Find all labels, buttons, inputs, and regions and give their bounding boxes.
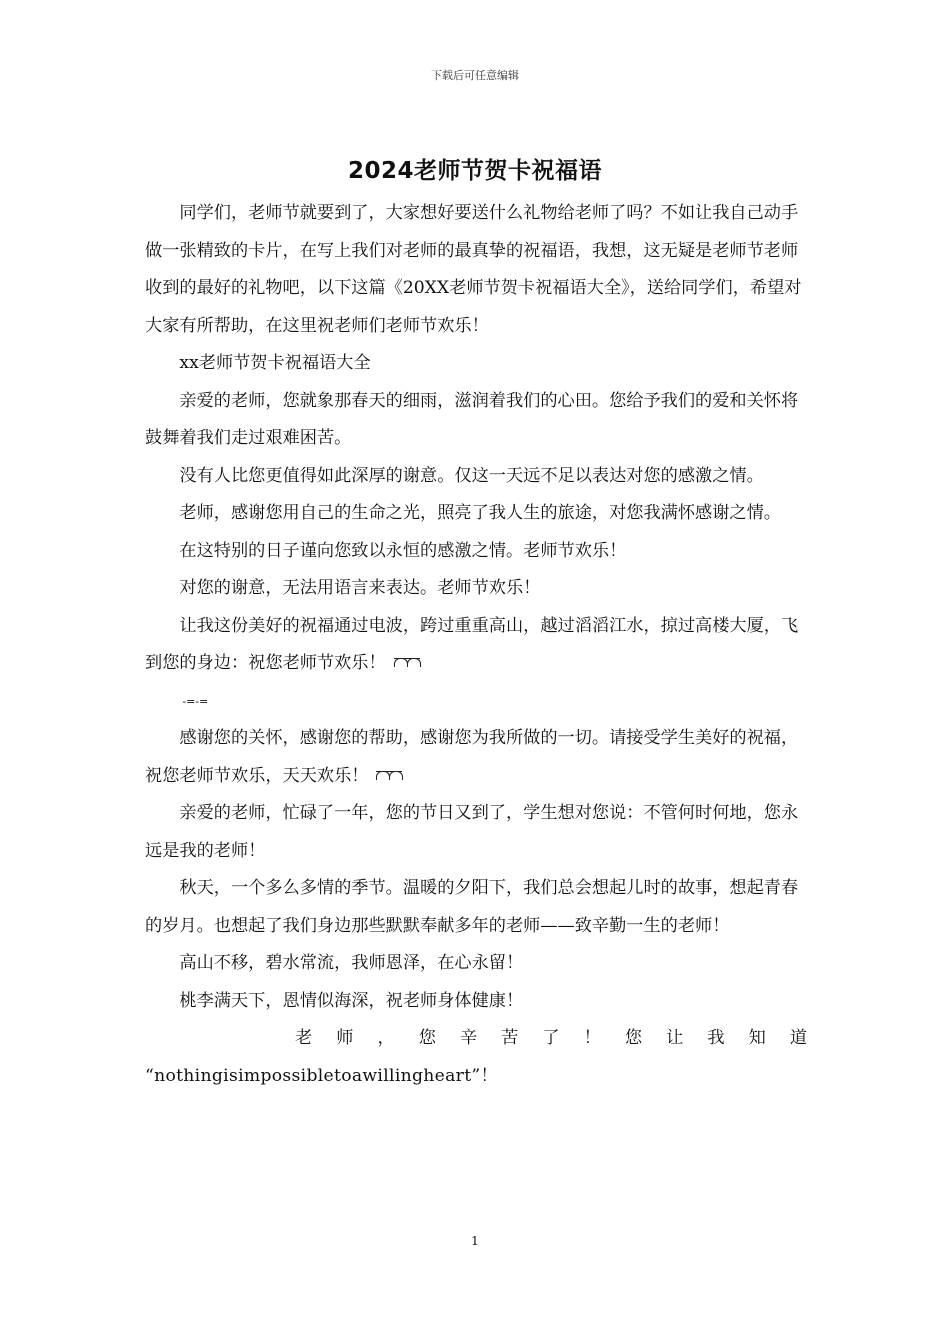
paragraph: 在这特别的日子谨向您致以永恒的感激之情。老师节欢乐！	[179, 540, 627, 561]
paragraph: 没有人比您更值得如此深厚的谢意。仅这一天远不足以表达对您的感激之情。	[179, 465, 764, 486]
decoration-icon	[376, 771, 402, 782]
paragraph: 高山不移，碧水常流，我师恩泽，在心永留！	[179, 953, 524, 973]
paragraph-text: 让我这份美好的祝福通过电波，跨过重重高山，越过滔滔江水，掠过高楼大厦，飞到您的身边：祝您老师节欢乐！	[145, 615, 799, 673]
paragraph: 桃李满天下，恩情似海深，祝老师身体健康！	[179, 990, 524, 1011]
paragraph-with-decoration	[145, 608, 807, 683]
document-title: 2024老师节贺卡祝福语	[347, 158, 602, 184]
paragraph: 对您的谢意，无法用语言来表达。老师节欢乐！	[179, 578, 541, 598]
paragraph-with-decoration	[145, 720, 807, 795]
paragraph: 老师，感谢您用自己的生命之光，照亮了我人生的旅途，对您我满怀感谢之情。	[179, 503, 781, 523]
page-header: 下载后可任意编辑	[431, 69, 519, 82]
paragraph-subheading: xx老师节贺卡祝福语大全	[179, 353, 371, 373]
paragraph: 秋天，一个多么多情的季节。温暖的夕阳下，我们总会想起儿时的故事，想起青春的岁月。也想起了我们身边那些默默奉献多年的老师——致辛勤一生的老师！	[145, 878, 799, 936]
separator: -=-=	[182, 694, 209, 708]
page-number: 1	[471, 1234, 479, 1248]
paragraph-spread-line: 老 师 ， 您 辛 苦 了 ！ 您 让 我 知 道	[295, 1028, 808, 1048]
document-body	[145, 195, 807, 1095]
paragraph-text: 感谢您的关怀，感谢您的帮助，感谢您为我所做的一切。请接受学生美好的祝福，祝您老师节欢乐，天天欢乐！	[145, 728, 799, 786]
paragraph-continuation: “nothingisimpossibletoawillingheart”！	[145, 1065, 498, 1086]
paragraph-intro: 同学们，老师节就要到了，大家想好要送什么礼物给老师了吗？不如让我自己动手做一张精致的卡片，在写上我们对老师的最真挚的祝福语，我想，这无疑是老师节老师收到的最好的礼物吧，以下这篇《20XX老师节贺卡祝福语大全》，送给同学们，希望对大家有所帮助，在这里祝老师们老师节欢乐！	[145, 203, 802, 336]
decoration-icon	[394, 658, 420, 669]
paragraph: 亲爱的老师，您就象那春天的细雨，滋润着我们的心田。您给予我们的爱和关怀将鼓舞着我们走过艰难困苦。	[145, 390, 799, 448]
paragraph: 亲爱的老师，忙碌了一年，您的节日又到了，学生想对您说：不管何时何地，您永远是我的老师！	[145, 803, 799, 861]
